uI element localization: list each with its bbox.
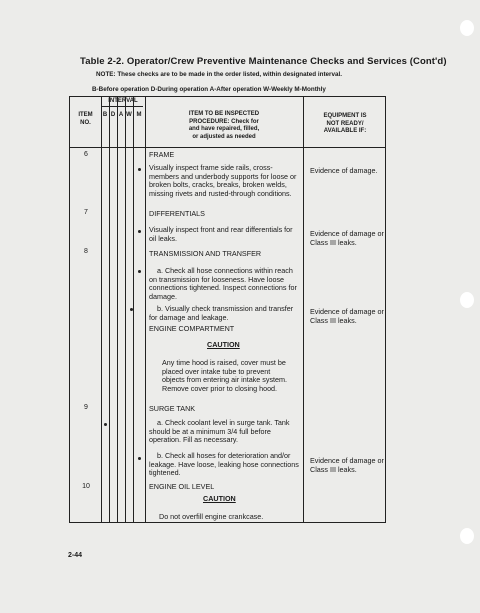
procedure-text: a. Check coolant level in surge tank. Tank should be at a minimum 3/4 full before operation. Fill as necessary.: [149, 418, 290, 444]
punch-hole-middle: [460, 292, 474, 308]
equipment-text: Evidence of damage or Class III leaks.: [310, 307, 384, 325]
header-d: D: [110, 112, 116, 118]
procedure-text: a. Check all hose connections within reach on transmission for looseness. Have loose connections tightened. Inspect connections for damage.: [149, 266, 297, 301]
caution-text: Any time hood is raised, cover must be placed over intake tube to prevent objects from entering air intake system. Remove cover prior to closing hood.: [162, 358, 288, 393]
section-heading: ENGINE COMPARTMENT: [149, 324, 235, 333]
punch-hole-bottom: [460, 528, 474, 544]
item-number: 9: [84, 404, 88, 411]
caution-heading: CAUTION: [207, 340, 240, 349]
procedure-text: b. Visually check transmission and transfer for damage and leakage.: [149, 304, 294, 322]
punch-hole-top: [460, 20, 474, 36]
section-heading: SURGE TANK: [149, 404, 196, 413]
equipment-text: Evidence of damage.: [310, 166, 378, 175]
item-number: 8: [84, 248, 88, 255]
header-item-to-inspect: ITEM TO BE INSPECTED PROCEDURE: Check for and have repaired, filled, or adjusted as needed: [188, 111, 260, 140]
section-heading: TRANSMISSION AND TRANSFER: [149, 249, 262, 258]
interval-legend: B-Before operation D-During operation A-After operation W-Weekly M-Monthly: [92, 86, 326, 93]
header-interval: INTERVAL: [108, 98, 138, 104]
section-heading: DIFFERENTIALS: [149, 209, 205, 218]
pmcs-table: [69, 96, 386, 523]
caution-heading: CAUTION: [203, 494, 236, 503]
header-item-no: ITEM NO.: [78, 112, 93, 126]
table-title: Table 2-2. Operator/Crew Preventive Maintenance Checks and Services (Cont'd): [80, 56, 447, 67]
procedure-text: Visually inspect front and rear differentials for oil leaks.: [149, 225, 293, 243]
table-note: NOTE: These checks are to be made in the order listed, within designated interval.: [96, 71, 342, 78]
header-b: B: [102, 112, 108, 118]
interval-marker: [138, 270, 141, 273]
procedure-text: Visually inspect frame side rails, cross-members and underbody supports for loose or broken bolts, cracks, breaks, broken welds, missing rivets and rusted-through conditions.: [149, 163, 297, 198]
equipment-text: Evidence of damage or Class III leaks.: [310, 456, 384, 474]
interval-marker: [104, 423, 107, 426]
section-heading: ENGINE OIL LEVEL: [149, 482, 215, 491]
interval-marker: [138, 230, 141, 233]
section-heading: FRAME: [149, 150, 175, 159]
header-equipment: EQUIPMENT IS NOT READY/ AVAILABLE IF:: [323, 113, 367, 134]
header-a: A: [118, 112, 124, 118]
item-number: 10: [82, 483, 90, 490]
item-number: 7: [84, 209, 88, 216]
item-number: 6: [84, 151, 88, 158]
page-number: 2-44: [68, 552, 83, 559]
interval-marker: [138, 457, 141, 460]
header-m: M: [136, 112, 142, 118]
header-w: W: [126, 112, 132, 118]
caution-text: Do not overfill engine crankcase.: [159, 512, 264, 521]
interval-marker: [130, 308, 133, 311]
interval-marker: [138, 168, 141, 171]
equipment-text: Evidence of damage or Class III leaks.: [310, 229, 384, 247]
procedure-text: b. Check all hoses for deterioration and/or leakage. Have loose, leaking hose connections tightened.: [149, 451, 299, 477]
